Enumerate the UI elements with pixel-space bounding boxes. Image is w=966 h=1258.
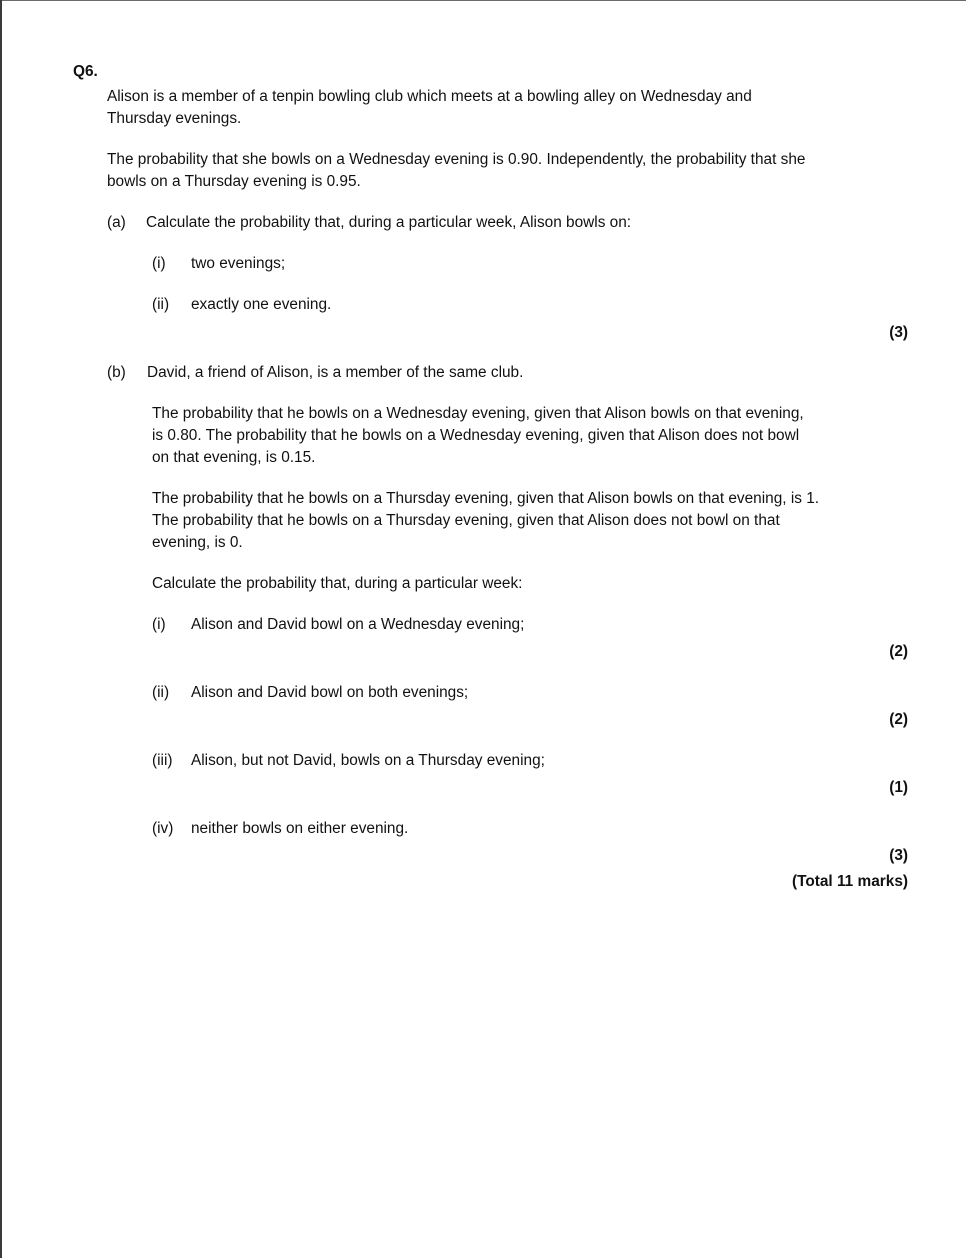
part-a-ii-label: (ii) <box>152 296 170 313</box>
part-b-para2-line-1: The probability that he bowls on a Thursday evening, given that Alison bowls on that evening, is 1. <box>152 490 820 507</box>
part-a-i-text: two evenings; <box>191 255 286 272</box>
part-b-ii-text: Alison and David bowl on both evenings; <box>191 684 469 701</box>
part-b-i-marks: (2) <box>889 643 908 660</box>
part-b-text: David, a friend of Alison, is a member of the same club. <box>147 364 524 381</box>
part-b-ii-label: (ii) <box>152 684 170 701</box>
part-b-iii-marks: (1) <box>889 779 908 796</box>
part-b-para2-line-2: The probability that he bowls on a Thursday evening, given that Alison does not bowl on that <box>152 512 780 529</box>
part-b-para2-line-3: evening, is 0. <box>152 534 243 551</box>
part-a-ii-text: exactly one evening. <box>191 296 332 313</box>
part-b-i-text: Alison and David bowl on a Wednesday evening; <box>191 616 525 633</box>
total-marks: (Total 11 marks) <box>791 873 908 890</box>
part-b-ii-marks: (2) <box>889 711 908 728</box>
part-b-iv-label: (iv) <box>152 820 174 837</box>
intro-line-1: Alison is a member of a tenpin bowling club which meets at a bowling alley on Wednesday and <box>107 88 752 105</box>
part-b-iii-text: Alison, but not David, bowls on a Thursday evening; <box>191 752 545 769</box>
intro-line-2: Thursday evenings. <box>107 110 242 127</box>
part-a-text: Calculate the probability that, during a particular week, Alison bowls on: <box>146 214 632 231</box>
part-b-para1-line-2: is 0.80. The probability that he bowls on a Wednesday evening, given that Alison does not bowl <box>152 427 800 444</box>
page-top-border <box>0 0 966 1</box>
probability-line-2: bowls on a Thursday evening is 0.95. <box>107 173 361 190</box>
part-b-para1-line-1: The probability that he bowls on a Wednesday evening, given that Alison bowls on that evening, <box>152 405 804 422</box>
page-left-border <box>0 0 2 1258</box>
probability-line-1: The probability that she bowls on a Wednesday evening is 0.90. Independently, the probability that she <box>107 151 806 168</box>
part-b-label: (b) <box>107 364 126 381</box>
part-a-marks: (3) <box>889 324 908 341</box>
part-b-iv-marks: (3) <box>889 847 908 864</box>
part-b-i-label: (i) <box>152 616 166 633</box>
part-b-instruction: Calculate the probability that, during a particular week: <box>152 575 523 592</box>
part-b-iii-label: (iii) <box>152 752 173 769</box>
question-number: Q6. <box>73 63 98 80</box>
part-b-para1-line-3: on that evening, is 0.15. <box>152 449 316 466</box>
part-b-iv-text: neither bowls on either evening. <box>191 820 409 837</box>
part-a-i-label: (i) <box>152 255 166 272</box>
part-a-label: (a) <box>107 214 126 231</box>
